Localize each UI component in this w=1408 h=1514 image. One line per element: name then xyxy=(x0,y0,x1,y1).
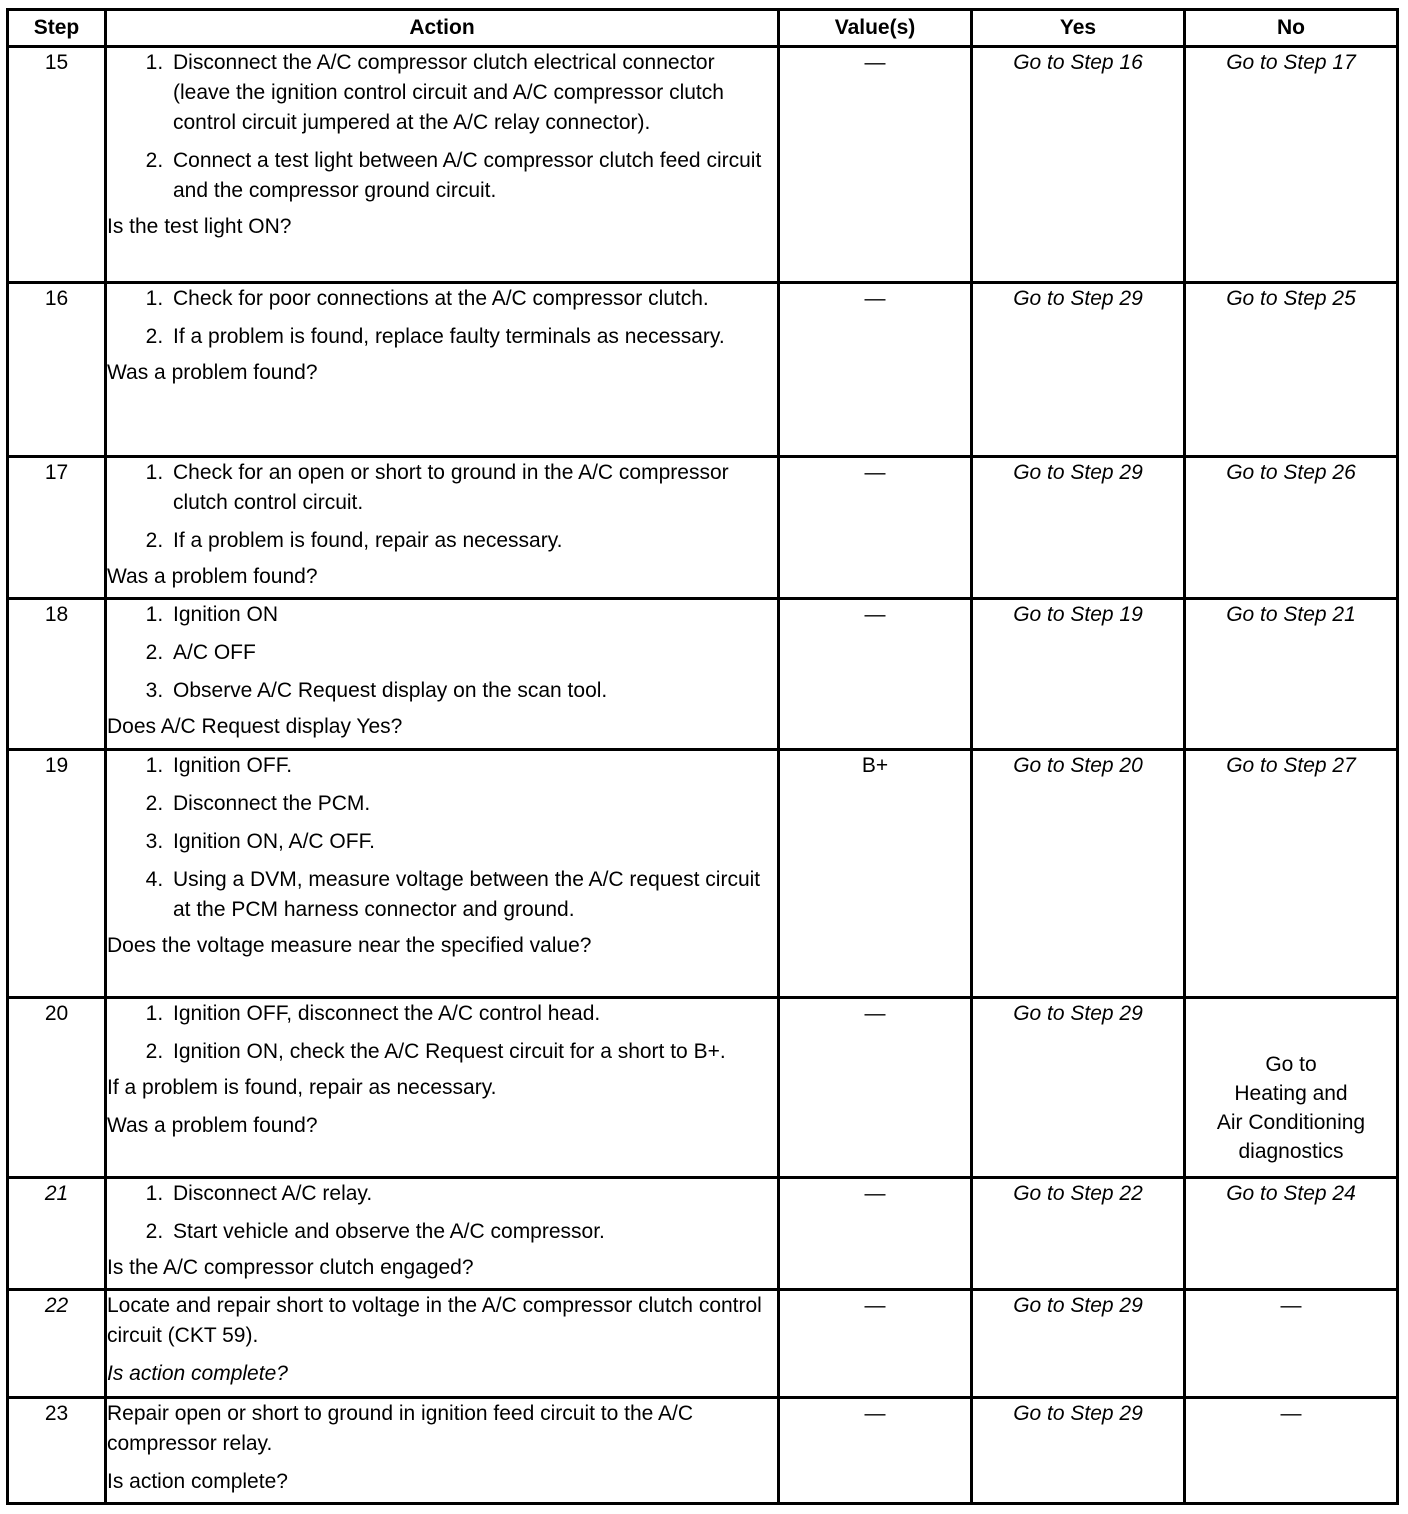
action-step: 2. A/C OFF xyxy=(169,638,777,668)
value-cell: — xyxy=(779,457,972,599)
action-question: Was a problem found? xyxy=(107,565,318,588)
action-step: 1. Ignition OFF, disconnect the A/C control head. xyxy=(169,999,777,1029)
no-reference-line: Air Conditioning xyxy=(1216,1110,1366,1134)
no-link: Go to Step 17 xyxy=(1185,47,1398,283)
value-cell: — xyxy=(779,283,972,457)
yes-link: Go to Step 29 xyxy=(972,1290,1185,1398)
yes-link: Go to Step 29 xyxy=(972,457,1185,599)
step-number: 15 xyxy=(8,47,106,283)
table-row xyxy=(8,998,1398,1178)
step-number: 21 xyxy=(8,1178,106,1290)
action-step: 3. Ignition ON, A/C OFF. xyxy=(169,827,777,857)
step-number: 23 xyxy=(8,1398,106,1504)
action-cell xyxy=(106,457,779,599)
step-number: 22 xyxy=(8,1290,106,1398)
action-cell xyxy=(106,1178,779,1290)
yes-link: Go to Step 20 xyxy=(972,750,1185,998)
action-step: 4. Using a DVM, measure voltage between the A/C request circuit at the PCM harness connector and ground. xyxy=(169,865,777,925)
no-link: Go to Step 24 xyxy=(1185,1178,1398,1290)
action-note: If a problem is found, repair as necessary. xyxy=(107,1076,497,1099)
table-row xyxy=(8,1290,1398,1398)
action-text: Locate and repair short to voltage in the A/C compressor clutch control circuit (CKT 59). xyxy=(107,1294,762,1347)
action-step: 2. Start vehicle and observe the A/C compressor. xyxy=(169,1217,777,1247)
action-steps xyxy=(107,284,777,352)
action-cell xyxy=(106,750,779,998)
table-row xyxy=(8,750,1398,998)
value-cell: — xyxy=(779,998,972,1178)
no-link: Go to Step 26 xyxy=(1185,457,1398,599)
step-number: 20 xyxy=(8,998,106,1178)
action-question: Does A/C Request display Yes? xyxy=(107,715,403,738)
action-question: Is the test light ON? xyxy=(107,215,292,238)
no-reference-line: diagnostics xyxy=(1238,1139,1344,1163)
header-action: Action xyxy=(106,10,779,47)
no-link: — xyxy=(1185,1290,1398,1398)
table-row xyxy=(8,599,1398,750)
action-step: 3. Observe A/C Request display on the scan tool. xyxy=(169,676,777,706)
no-link: — xyxy=(1185,1398,1398,1504)
action-cell xyxy=(106,998,779,1178)
action-steps xyxy=(107,999,777,1067)
value-cell: — xyxy=(779,1398,972,1504)
action-step: 2. If a problem is found, replace faulty terminals as necessary. xyxy=(169,322,777,352)
table-row xyxy=(8,283,1398,457)
value-cell: B+ xyxy=(779,750,972,998)
action-steps xyxy=(107,751,777,925)
action-steps xyxy=(107,600,777,706)
action-question: Does the voltage measure near the specified value? xyxy=(107,934,592,957)
no-reference-line: Go to xyxy=(1265,1052,1317,1076)
yes-link: Go to Step 29 xyxy=(972,283,1185,457)
action-step: 2. Connect a test light between A/C compressor clutch feed circuit and the compressor ground circuit. xyxy=(169,146,777,206)
step-number: 16 xyxy=(8,283,106,457)
action-step: 1. Ignition OFF. xyxy=(169,751,777,781)
action-cell xyxy=(106,1398,779,1504)
yes-link: Go to Step 19 xyxy=(972,599,1185,750)
action-step: 1. Disconnect A/C relay. xyxy=(169,1179,777,1209)
no-link: Go to Step 27 xyxy=(1185,750,1398,998)
step-number: 17 xyxy=(8,457,106,599)
value-cell: — xyxy=(779,1290,972,1398)
table-row xyxy=(8,47,1398,283)
action-cell xyxy=(106,47,779,283)
action-question: Is action complete? xyxy=(107,1362,288,1385)
table-row xyxy=(8,1398,1398,1504)
action-step: 2. Ignition ON, check the A/C Request circuit for a short to B+. xyxy=(169,1037,777,1067)
header-values: Value(s) xyxy=(779,10,972,47)
action-cell xyxy=(106,1290,779,1398)
header-no: No xyxy=(1185,10,1398,47)
action-step: 1. Check for poor connections at the A/C compressor clutch. xyxy=(169,284,777,314)
diagnostic-table xyxy=(6,8,1399,1505)
header-step: Step xyxy=(8,10,106,47)
header-row xyxy=(8,10,1398,47)
action-cell xyxy=(106,599,779,750)
action-step: 1. Check for an open or short to ground in the A/C compressor clutch control circuit. xyxy=(169,458,777,518)
action-question: Was a problem found? xyxy=(107,361,318,384)
action-step: 1. Disconnect the A/C compressor clutch electrical connector (leave the ignition control circuit and A/C compressor clutch control circuit jumpered at the A/C relay connector). xyxy=(169,48,777,138)
no-link: Go to Step 21 xyxy=(1185,599,1398,750)
no-link: Go to Step 25 xyxy=(1185,283,1398,457)
action-cell xyxy=(106,283,779,457)
no-reference-line: Heating and xyxy=(1234,1081,1348,1105)
action-step: 2. Disconnect the PCM. xyxy=(169,789,777,819)
value-cell: — xyxy=(779,1178,972,1290)
action-question: Is action complete? xyxy=(107,1470,288,1493)
header-yes: Yes xyxy=(972,10,1185,47)
table-row xyxy=(8,1178,1398,1290)
action-steps xyxy=(107,458,777,556)
action-step: 1. Ignition ON xyxy=(169,600,777,630)
action-text: Repair open or short to ground in ignition feed circuit to the A/C compressor relay. xyxy=(107,1402,694,1455)
action-step: 2. If a problem is found, repair as necessary. xyxy=(169,526,777,556)
yes-link: Go to Step 16 xyxy=(972,47,1185,283)
no-reference xyxy=(1185,998,1398,1178)
step-number: 19 xyxy=(8,750,106,998)
value-cell: — xyxy=(779,599,972,750)
yes-link: Go to Step 29 xyxy=(972,998,1185,1178)
yes-link: Go to Step 22 xyxy=(972,1178,1185,1290)
action-steps xyxy=(107,1179,777,1247)
step-number: 18 xyxy=(8,599,106,750)
action-question: Is the A/C compressor clutch engaged? xyxy=(107,1256,474,1279)
action-steps xyxy=(107,48,777,206)
action-question: Was a problem found? xyxy=(107,1114,318,1137)
value-cell: — xyxy=(779,47,972,283)
yes-link: Go to Step 29 xyxy=(972,1398,1185,1504)
table-row xyxy=(8,457,1398,599)
